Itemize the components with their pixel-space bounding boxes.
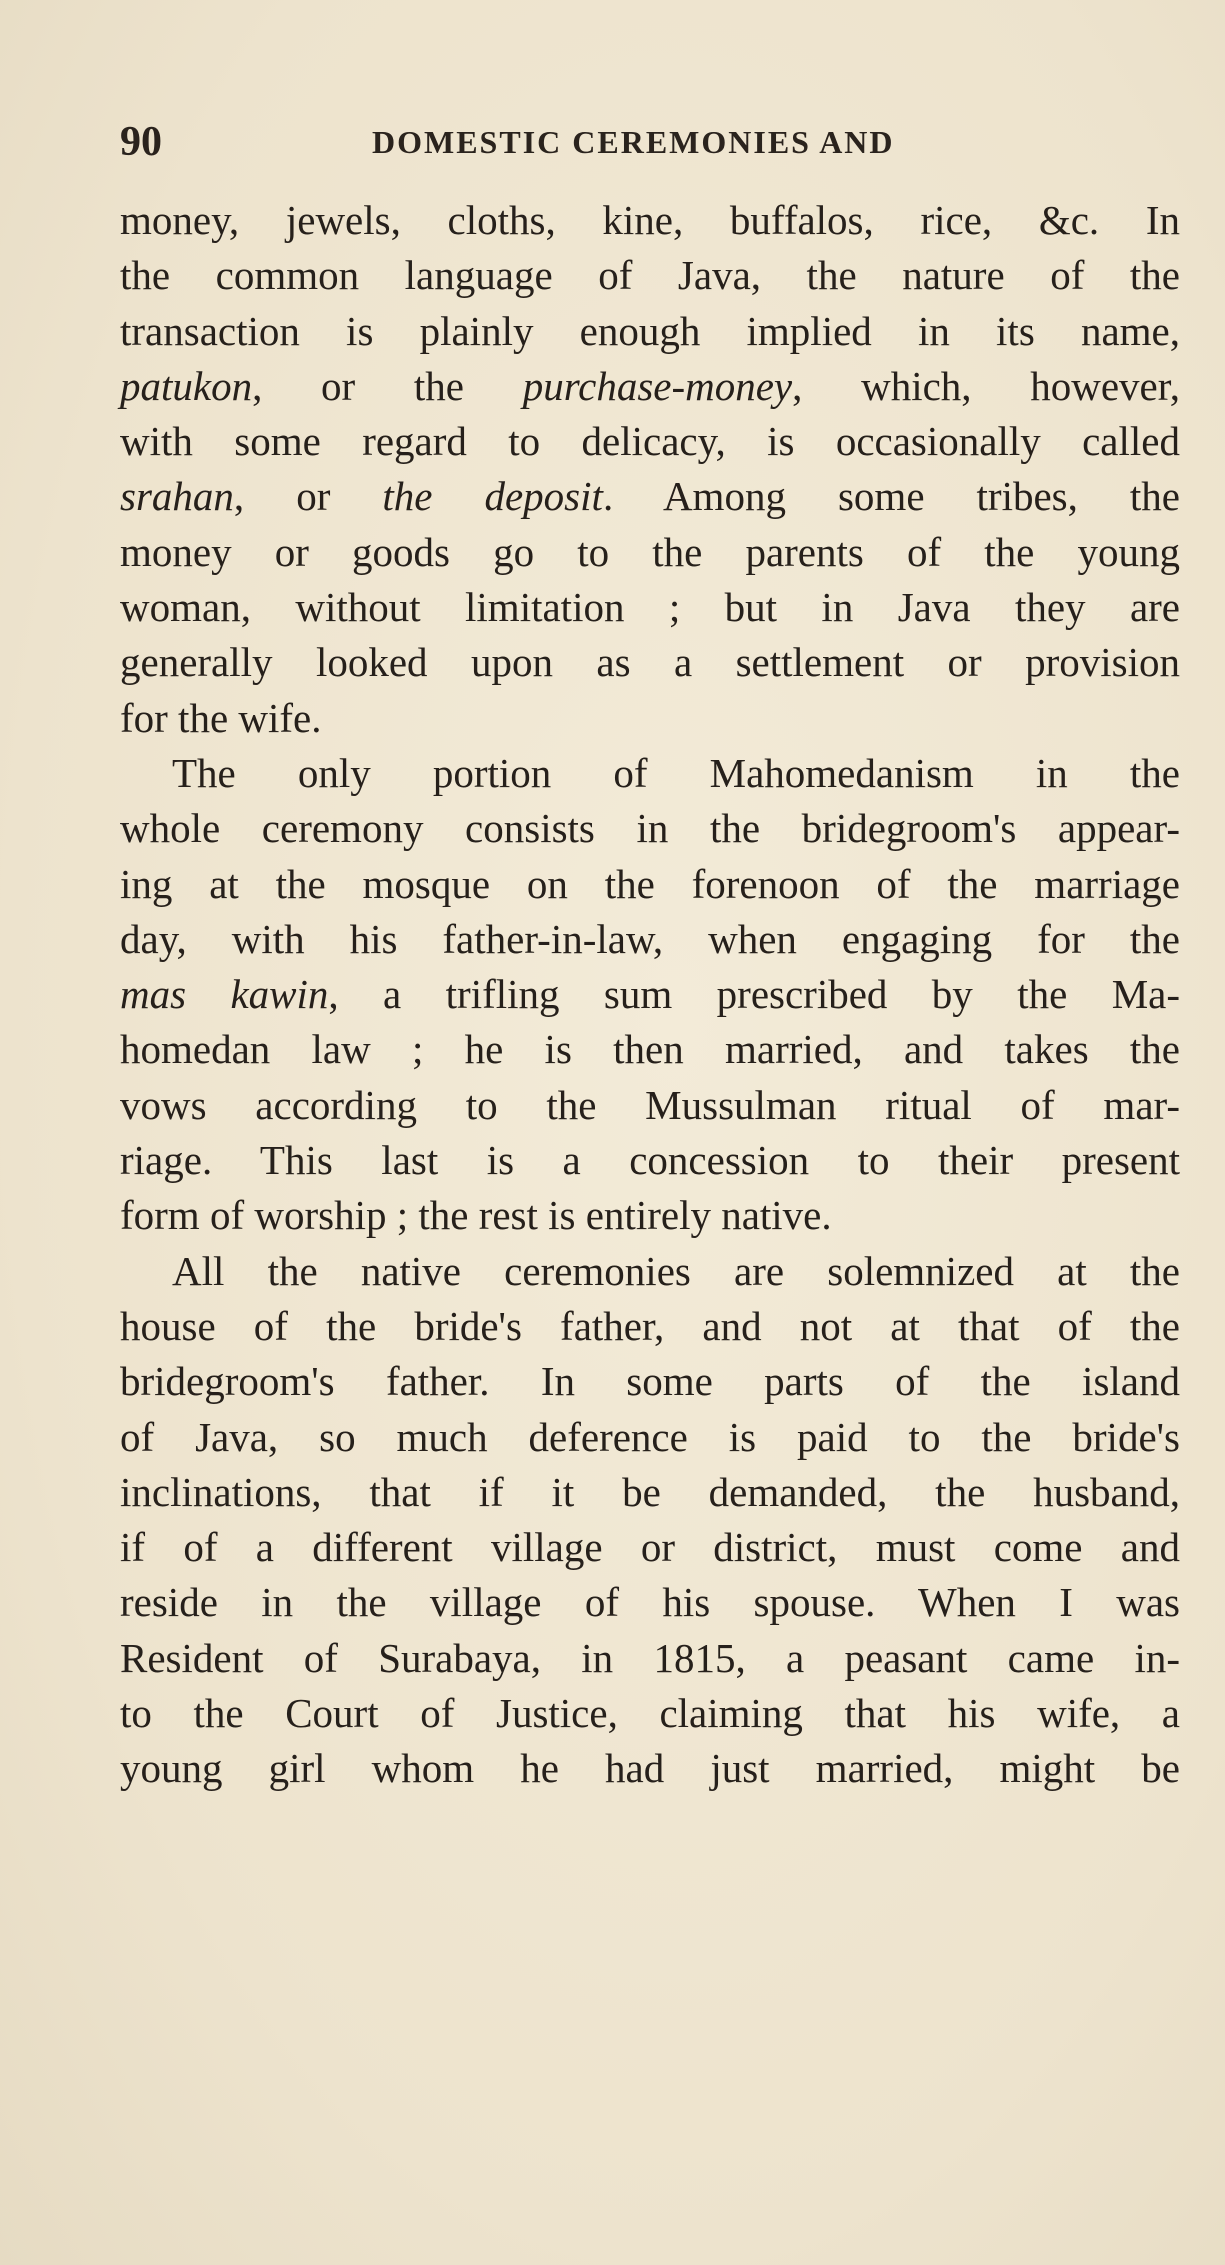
running-head-title: DOMESTIC CEREMONIES AND bbox=[372, 124, 895, 160]
term-srahan: srahan bbox=[120, 473, 234, 520]
text-line: homedan law ; he is then married, and takes the bbox=[120, 1026, 1180, 1073]
paragraph-start-line: The only portion of Mahomedanism in the bbox=[172, 749, 1180, 796]
term-the-deposit: the deposit bbox=[382, 473, 603, 520]
text-line: srahan, or the deposit. Among some tribes, the bbox=[120, 473, 1180, 520]
term-mas-kawin: mas kawin bbox=[120, 971, 329, 1018]
text-line: to the Court of Justice, claiming that his wife, a bbox=[120, 1690, 1180, 1737]
text-line: for the wife. bbox=[120, 694, 322, 741]
text-line: whole ceremony consists in the bridegroom's appear- bbox=[120, 805, 1180, 852]
running-head bbox=[120, 112, 1120, 172]
text-line: generally looked upon as a settlement or provision bbox=[120, 639, 1180, 686]
text-line: house of the bride's father, and not at that of the bbox=[120, 1302, 1180, 1349]
text-line: inclinations, that if it be demanded, the husband, bbox=[120, 1468, 1180, 1515]
term-purchase-money: purchase-money bbox=[522, 362, 793, 409]
text-line: reside in the village of his spouse. When I was bbox=[120, 1579, 1180, 1626]
text-line: transaction is plainly enough implied in its name, bbox=[120, 307, 1180, 354]
text-line: if of a different village or district, must come and bbox=[120, 1524, 1180, 1571]
paragraph-start-line: All the native ceremonies are solemnized at the bbox=[172, 1247, 1180, 1294]
text-line: day, with his father-in-law, when engaging for the bbox=[120, 915, 1180, 962]
text-line: ing at the mosque on the forenoon of the marriage bbox=[120, 860, 1180, 907]
page-number: 90 bbox=[120, 119, 162, 165]
text-line: Resident of Surabaya, in 1815, a peasant came in- bbox=[120, 1634, 1180, 1681]
body-text bbox=[120, 193, 1180, 1797]
text-line: patukon, or the purchase-money, which, however, bbox=[120, 362, 1180, 409]
text-line: woman, without limitation ; but in Java they are bbox=[120, 584, 1180, 631]
term-patukon: patukon bbox=[120, 362, 253, 409]
text-line: young girl whom he had just married, might be bbox=[120, 1745, 1180, 1792]
text-line: money or goods go to the parents of the young bbox=[120, 528, 1180, 575]
text-line: riage. This last is a concession to their present bbox=[120, 1137, 1180, 1184]
text-line: money, jewels, cloths, kine, buffalos, rice, &c. In bbox=[120, 197, 1180, 243]
text-line: with some regard to delicacy, is occasionally called bbox=[120, 418, 1180, 465]
text-line: vows according to the Mussulman ritual of mar- bbox=[120, 1081, 1180, 1128]
text-line: form of worship ; the rest is entirely native. bbox=[120, 1192, 832, 1239]
text-line: of Java, so much deference is paid to the bride's bbox=[120, 1413, 1180, 1460]
text-line: bridegroom's father. In some parts of the island bbox=[120, 1358, 1180, 1405]
text-line: the common language of Java, the nature of the bbox=[120, 252, 1180, 299]
text-line: mas kawin, a trifling sum prescribed by the Ma- bbox=[120, 971, 1181, 1018]
